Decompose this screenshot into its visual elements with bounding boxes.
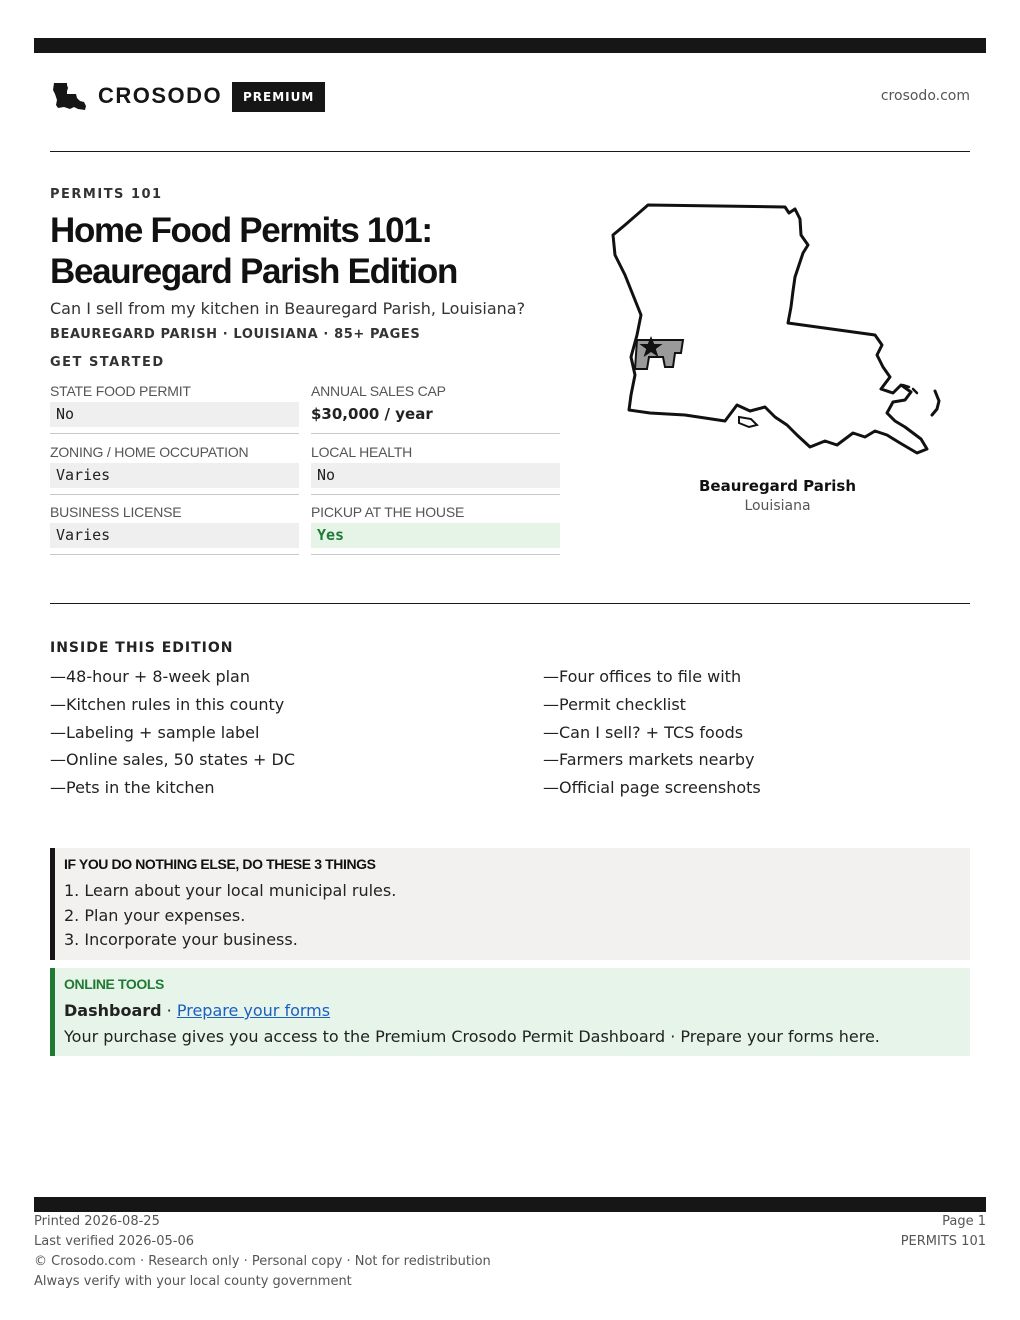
online-tools-description: Your purchase gives you access to the Premium Crosodo Permit Dashboard · Prepare your forms here. [64,1027,880,1046]
fact-value: No [50,402,299,427]
fact-pickup-at-house [311,503,560,555]
map-caption [605,476,950,516]
header [50,78,970,118]
map-parish-name: Beauregard Parish [698,477,857,495]
page-subtitle: Can I sell from my kitchen in Beauregard Parish, Louisiana? [50,299,526,318]
site-url[interactable]: crosodo.com [880,88,970,104]
callout-item: 3. Incorporate your business. [64,930,298,949]
fact-label: PICKUP AT THE HOUSE [311,504,465,520]
toc-item: —Four offices to file with [543,667,742,686]
louisiana-inset-island [739,417,757,427]
callout-item: 1. Learn about your local municipal rules. [64,881,397,900]
callout-title: IF YOU DO NOTHING ELSE, DO THESE 3 THINGS [64,856,376,872]
toc-item: —Online sales, 50 states + DC [50,750,296,770]
toc-item: —Farmers markets nearby [543,750,755,770]
louisiana-outline [613,205,927,453]
fact-local-health [311,443,560,495]
separator: · [161,1001,177,1020]
toc-right-column [543,665,761,804]
toc-item: —Can I sell? + TCS foods [543,722,744,742]
dashboard-label: Dashboard [64,1001,162,1020]
inside-edition-heading: INSIDE THIS EDITION [50,640,234,656]
louisiana-logo-icon [52,82,88,112]
footer-section: PERMITS 101 [900,1234,986,1249]
online-tools-links [64,1000,970,1026]
fact-value: No [311,463,560,488]
fact-value: Varies [50,523,299,548]
louisiana-map [605,195,950,465]
header-divider [50,151,970,152]
fact-label: STATE FOOD PERMIT [50,383,191,399]
fact-label: ANNUAL SALES CAP [311,383,446,399]
fact-annual-sales-cap [311,382,560,434]
toc-item: —Permit checklist [543,694,686,714]
fact-label: LOCAL HEALTH [311,444,413,460]
fact-value: $30,000 / year [311,405,433,423]
toc-left-column [50,665,295,804]
toc-item: —Labeling + sample label [50,722,260,742]
callout-item: 2. Plan your expenses. [64,905,246,925]
louisiana-coast-mark [932,391,939,415]
bottom-bar [34,1197,986,1212]
get-started-heading: GET STARTED [50,355,165,370]
footer-right [901,1212,986,1252]
fact-value: Yes [311,523,560,548]
brand-name: CROSODO [98,83,223,108]
toc-item: —48-hour + 8-week plan [50,667,250,686]
page-number: Page 1 [942,1214,986,1229]
three-things-callout [50,848,970,960]
fact-business-license [50,503,299,555]
fact-zoning [50,443,299,495]
map-state-name: Louisiana [744,498,811,514]
verify-note: Always verify with your local county government [34,1274,352,1289]
printed-date: Printed 2026-08-25 [34,1214,160,1229]
premium-badge: PREMIUM [232,82,325,112]
section-kicker: PERMITS 101 [50,187,163,202]
prepare-forms-link[interactable]: Prepare your forms [176,1001,331,1020]
toc-item: —Pets in the kitchen [50,778,215,798]
callout-list [64,880,970,954]
fact-value: Varies [50,463,299,488]
footer-left [34,1212,491,1292]
fact-label: ZONING / HOME OCCUPATION [50,444,249,460]
title-line-2: Beauregard Parish Edition [50,252,458,291]
page-title [50,210,610,292]
top-bar [34,38,986,53]
online-tools-callout [50,968,970,1056]
title-line-1: Home Food Permits 101: [50,211,432,250]
copyright-notice: © Crosodo.com · Research only · Personal copy · Not for redistribution [34,1254,491,1269]
toc-item: —Kitchen rules in this county [50,694,285,714]
toc-item: —Official page screenshots [543,778,761,798]
fact-label: BUSINESS LICENSE [50,504,182,520]
verified-date: Last verified 2026-05-06 [34,1234,194,1249]
online-tools-title: ONLINE TOOLS [64,976,164,992]
fact-state-food-permit [50,382,299,434]
edition-meta: BEAUREGARD PARISH · LOUISIANA · 85+ PAGES [50,327,421,342]
section-divider [50,603,970,604]
